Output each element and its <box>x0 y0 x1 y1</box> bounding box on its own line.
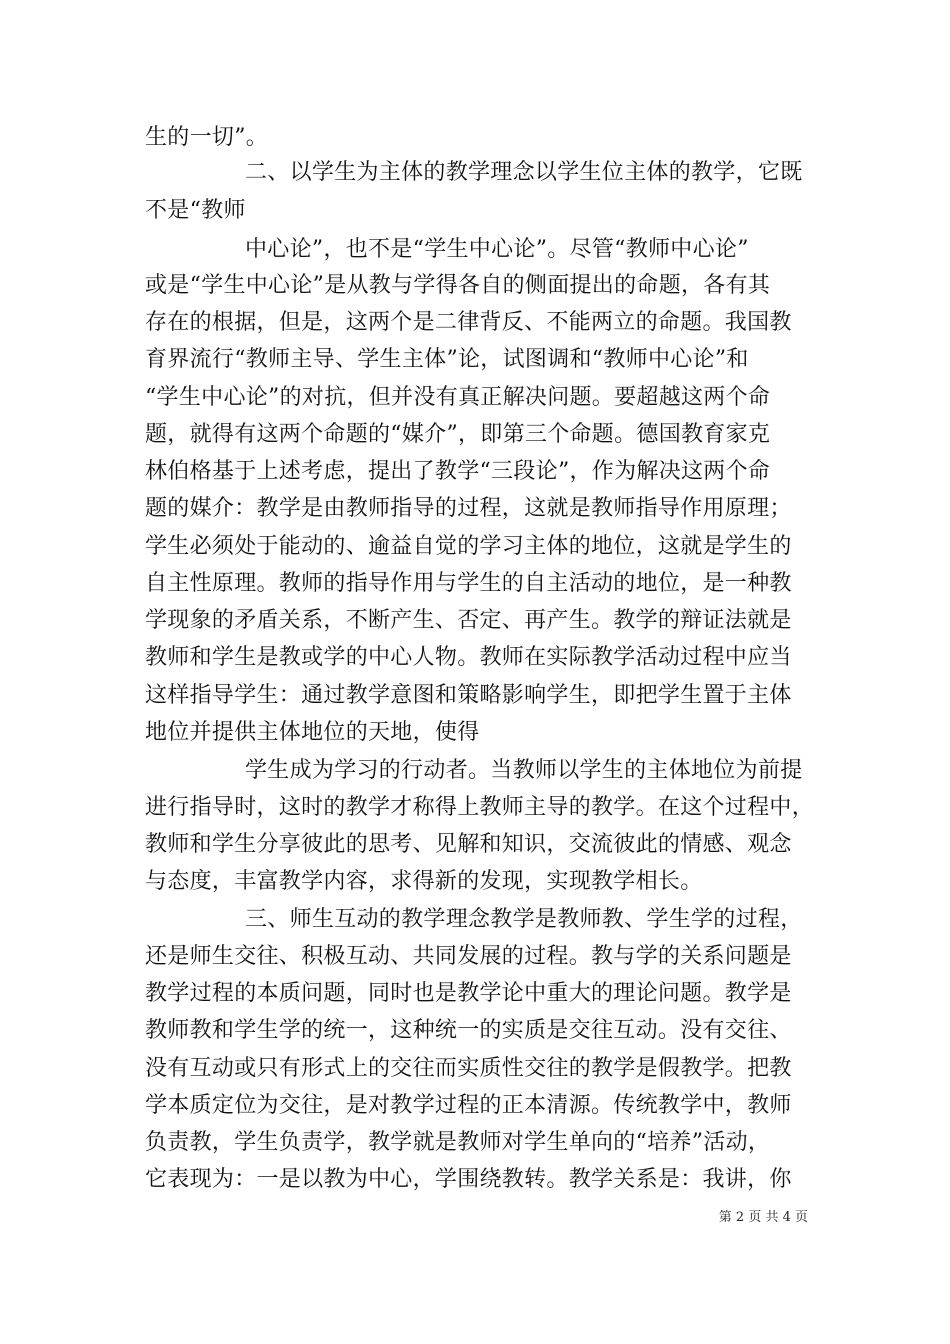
text-line: 学现象的矛盾关系，不断产生、否定、再产生。教学的辩证法就是 <box>145 608 792 633</box>
text-line: 教师教和学生学的统一，这种统一的实质是交往互动。没有交往、 <box>145 1018 792 1043</box>
text-line: “学生中心论”的对抗，但并没有真正解决问题。要超越这两个命 <box>145 385 771 410</box>
text-line: 不是“教师 <box>145 198 246 223</box>
text-line: 与态度，丰富教学内容，求得新的发现，实现教学相长。 <box>145 869 703 894</box>
text-line: 或是“学生中心论”是从教与学得各自的侧面提出的命题，各有其 <box>145 273 771 298</box>
text-line: 地位并提供主体地位的天地，使得 <box>145 720 480 745</box>
text-line: 还是师生交往、积极互动、共同发展的过程。教与学的关系问题是 <box>145 944 792 969</box>
text-line: 题，就得有这两个命题的“媒介”，即第三个命题。德国教育家克 <box>145 422 771 447</box>
text-line: 进行指导时，这时的教学才称得上教师主导的教学。在这个过程中， <box>145 795 815 820</box>
text-line: 教师和学生分享彼此的思考、见解和知识，交流彼此的情感、观念 <box>145 832 792 857</box>
text-line: 林伯格基于上述考虑，提出了教学“三段论”，作为解决这两个命 <box>145 459 771 484</box>
text-line: 没有互动或只有形式上的交往而实质性交往的教学是假教学。把教 <box>145 1056 792 1081</box>
text-line: 生的一切”。 <box>145 125 269 150</box>
section-heading-line: 三、师生互动的教学理念教学是教师教、学生学的过程， <box>245 907 803 932</box>
page-number-footer: 第 2 页 共 4 页 <box>718 1210 808 1225</box>
text-line: 这样指导学生：通过教学意图和策略影响学生，即把学生置于主体 <box>145 683 792 708</box>
text-line: 它表现为：一是以教为中心，学围绕教转。教学关系是：我讲，你 <box>145 1167 792 1192</box>
section-heading-line: 二、以学生为主体的教学理念以学生位主体的教学，它既 <box>245 160 803 185</box>
text-line: 存在的根据，但是，这两个是二律背反、不能两立的命题。我国教 <box>145 310 792 335</box>
text-line: 学本质定位为交往，是对教学过程的正本清源。传统教学中，教师 <box>145 1093 792 1118</box>
text-line: 教师和学生是教或学的中心人物。教师在实际教学活动过程中应当 <box>145 645 792 670</box>
text-line: 自主性原理。教师的指导作用与学生的自主活动的地位，是一种教 <box>145 571 792 596</box>
text-line: 中心论”，也不是“学生中心论”。尽管“教师中心论” <box>245 237 749 262</box>
text-line: 教学过程的本质问题，同时也是教学论中重大的理论问题。教学是 <box>145 981 792 1006</box>
text-line: 育界流行“教师主导、学生主体”论，试图调和“教师中心论”和 <box>145 347 749 372</box>
text-line: 负责教，学生负责学，教学就是教师对学生单向的“培养”活动， <box>145 1130 771 1155</box>
text-line: 学生成为学习的行动者。当教师以学生的主体地位为前提 <box>245 758 803 783</box>
text-line: 题的媒介：教学是由教师指导的过程，这就是教师指导作用原理； <box>145 496 792 521</box>
text-line: 学生必须处于能动的、逾益自觉的学习主体的地位，这就是学生的 <box>145 534 792 559</box>
